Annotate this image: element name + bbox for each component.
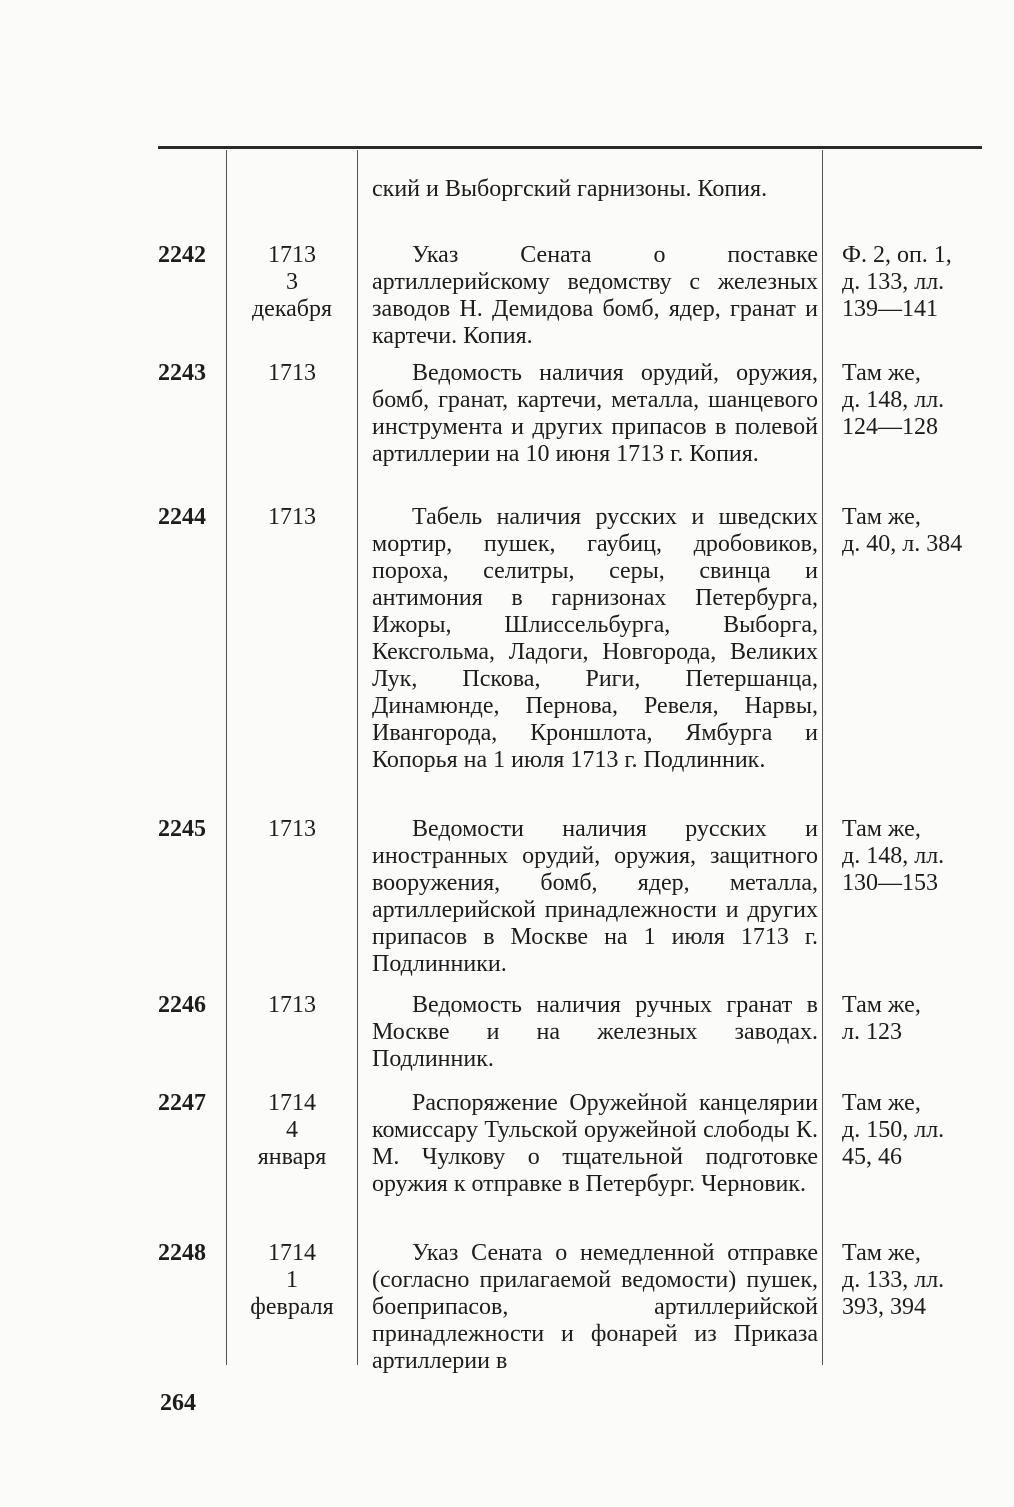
record-date: 1713: [268, 504, 316, 530]
column-divider: [226, 150, 227, 1365]
record-source: Там же, д. 133, лл. 393, 394: [842, 1240, 945, 1320]
record-description: Ведомости наличия русских и иностранных орудий, оружия, защитного вооружения, бомб, ядер, металла, артиллерийской принадлежности и других припасов в Москве на 1 июля 1713 г. Подлинники.: [372, 816, 818, 977]
record-description: Указ Сената о немедленной отправке (согласно прилагаемой ведомости) пушек, боеприпасов, артиллерийской принадлежности и фонарей из Приказа артиллерии в: [372, 1240, 818, 1374]
record-number: 2246: [158, 992, 206, 1018]
record-date: 1713: [268, 992, 316, 1018]
record-source: Там же, д. 148, лл. 130—153: [842, 816, 945, 896]
record-number: 2248: [158, 1240, 206, 1266]
record-number: 2247: [158, 1090, 206, 1116]
record-description: Ведомость наличия орудий, оружия, бомб, гранат, картечи, металла, шанцевого инструмента и других припасов в полевой артиллерии на 10 июня 1713 г. Копия.: [372, 360, 818, 467]
record-source: Там же, д. 40, л. 384: [842, 504, 963, 557]
record-description: Ведомость наличия ручных гранат в Москве и на железных заводах. Подлинник.: [372, 992, 818, 1072]
record-date: 1714 1 февраля: [250, 1240, 334, 1320]
record-description: Табель наличия русских и шведских мортир, пушек, гаубиц, дробовиков, пороха, селитры, серы, свинца и антимония в гарнизонах Петербурга, Ижоры, Шлиссельбурга, Выборга, Кексгольма, Ладоги, Новгорода, Великих Лук, Пскова, Риги, Петершанца, Динамюнде, Пернова, Ревеля, Нарвы, Ивангорода, Кроншлота, Ямбурга и Копорья на 1 июля 1713 г. Подлинник.: [372, 504, 818, 773]
record-number: 2244: [158, 504, 206, 530]
column-divider: [822, 150, 823, 1365]
record-date: 1714 4 января: [257, 1090, 327, 1170]
record-number: 2243: [158, 360, 206, 386]
page-number: 264: [160, 1390, 196, 1416]
record-date: 1713: [268, 360, 316, 386]
record-description: Указ Сената о поставке артиллерийскому ведомству с железных заводов Н. Демидова бомб, ядер, гранат и картечи. Копия.: [372, 242, 818, 349]
record-number: 2242: [158, 242, 206, 268]
record-source: Там же, д. 150, лл. 45, 46: [842, 1090, 945, 1170]
continuation-text: ский и Выборгский гарнизоны. Копия.: [372, 176, 768, 202]
record-source: Ф. 2, оп. 1, д. 133, лл. 139—141: [842, 242, 952, 322]
record-date: 1713 3 декабря: [251, 242, 333, 322]
top-rule: [158, 146, 982, 149]
record-number: 2245: [158, 816, 206, 842]
record-description: Распоряжение Оружейной канцелярии комиссару Тульской оружейной слободы К. М. Чулкову о тщательной подготовке оружия к отправке в Петербург. Черновик.: [372, 1090, 818, 1197]
record-date: 1713: [268, 816, 316, 842]
column-divider: [357, 150, 358, 1365]
record-source: Там же, л. 123: [842, 992, 921, 1045]
record-source: Там же, д. 148, лл. 124—128: [842, 360, 945, 440]
